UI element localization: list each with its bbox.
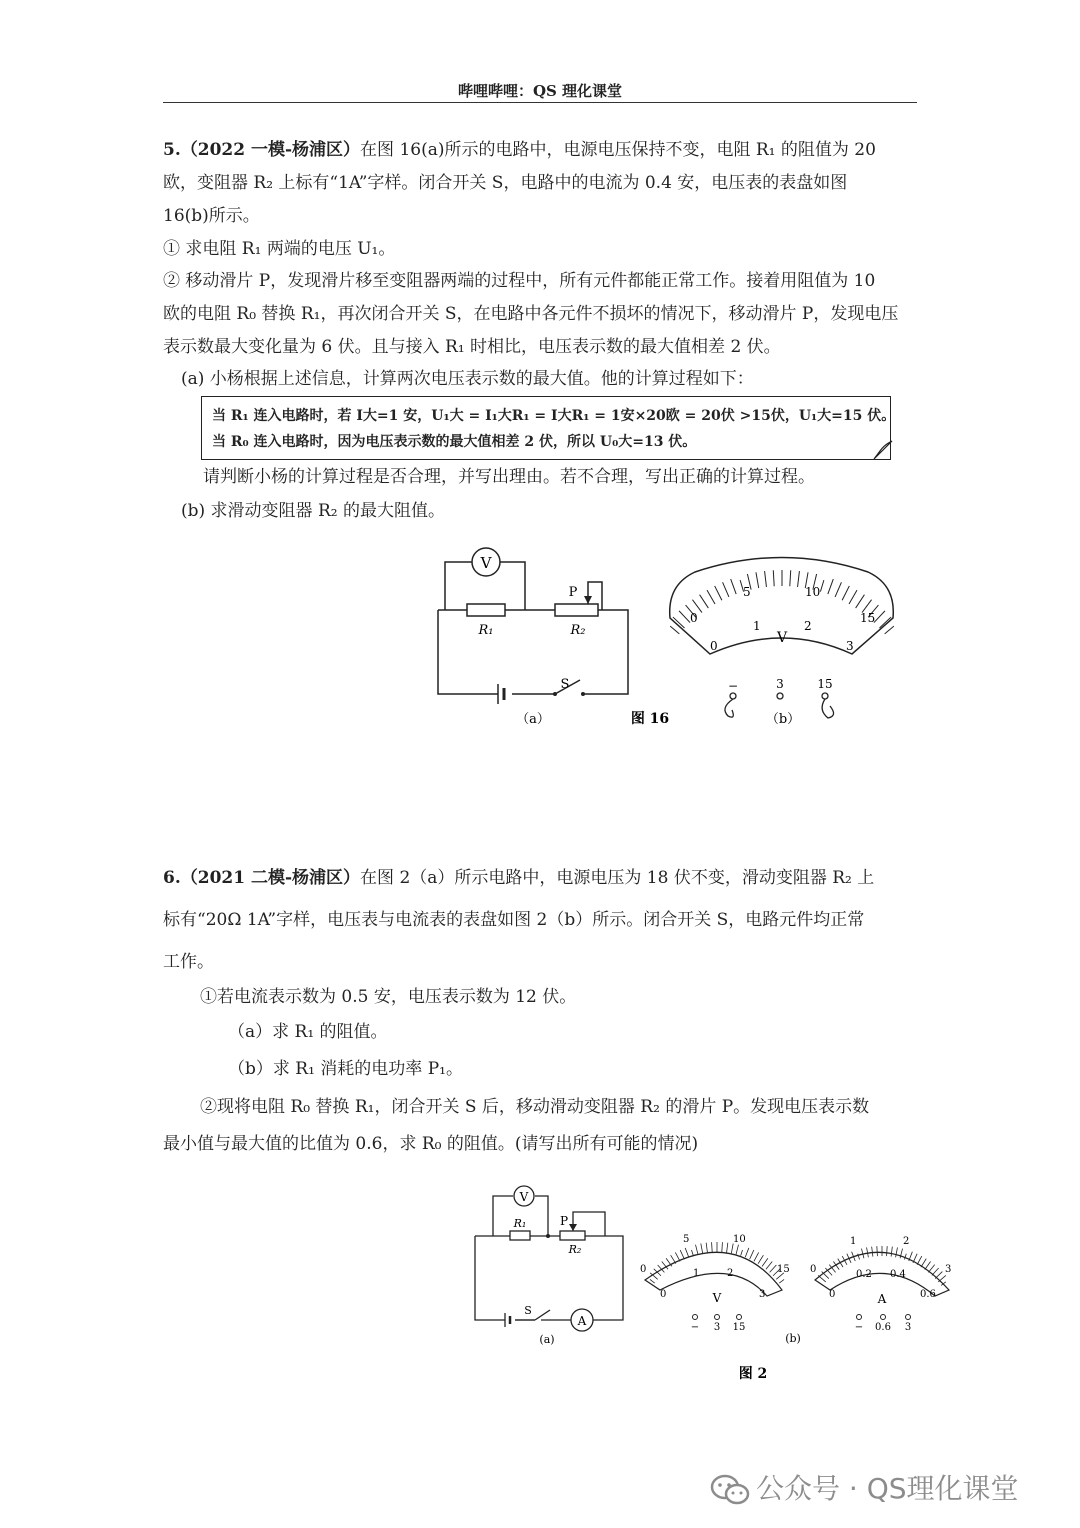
wechat-icon xyxy=(710,1474,750,1506)
fig2-r2-label: R₂ xyxy=(568,1243,582,1256)
terminal-icon xyxy=(881,1315,886,1320)
fig2-atop-2: 2 xyxy=(903,1236,910,1247)
scale-tick xyxy=(874,611,885,623)
scale-tick xyxy=(696,1245,698,1255)
terminal-icon xyxy=(906,1315,911,1320)
fig16-bot-3: 3 xyxy=(846,639,854,653)
fig2-caption: 图 2 xyxy=(738,1366,768,1380)
q5-line1 xyxy=(163,138,876,162)
scale-tick xyxy=(818,1275,826,1281)
scale-tick xyxy=(723,582,729,597)
fig2-p-label: P xyxy=(559,1214,569,1228)
scale-tick xyxy=(798,571,800,587)
header-divider xyxy=(163,102,917,103)
q6-item2a: ②现将电阻 R₀ 替换 R₁，闭合开关 S 后，移动滑动变阻器 R₂ 的滑片 P。发现电压表示数 xyxy=(200,1097,870,1117)
fig2-aterm-3: 3 xyxy=(904,1322,912,1333)
scale-tick xyxy=(828,579,833,594)
scale-tick xyxy=(921,1259,926,1267)
fig2-aterm-minus: − xyxy=(854,1322,864,1333)
q6-item1: ①若电流表示数为 0.5 安，电压表示数为 12 伏。 xyxy=(200,987,577,1007)
fig16-caption: 图 16 xyxy=(630,711,670,727)
scale-tick xyxy=(885,626,894,634)
q5-line2: 欧，变阻器 R₂ 上标有“1A”字样。闭合开关 S，电路中的电流为 0.4 安，电压表的表盘如图 xyxy=(163,173,848,193)
q5-text1: 在图 16(a)所示的电路中，电源电压保持不变，电阻 R₁ 的阻值为 20 xyxy=(360,140,876,160)
scale-tick xyxy=(707,590,715,604)
fig16-term-3: 3 xyxy=(776,677,784,691)
fig2-label-a: (a) xyxy=(539,1333,555,1346)
wire-clip-icon xyxy=(725,699,733,717)
terminal-icon xyxy=(730,693,736,699)
fig16-label-b: （b） xyxy=(765,712,801,727)
scale-tick xyxy=(750,1250,754,1259)
q6-source: （2021 二模-杨浦区） xyxy=(180,868,361,888)
scale-tick xyxy=(820,580,823,591)
scale-tick xyxy=(935,1272,942,1279)
fig2-vtop-10: 10 xyxy=(733,1234,746,1245)
calc-box xyxy=(201,396,896,460)
terminal-icon xyxy=(777,693,783,699)
fig2-a-label: A xyxy=(577,1314,587,1328)
figure-16 xyxy=(420,530,910,740)
fig2-atop-3: 3 xyxy=(945,1264,952,1275)
scale-tick xyxy=(938,1275,946,1281)
scale-tick xyxy=(685,1248,689,1257)
scale-tick xyxy=(904,1254,906,1260)
fig16-bot-0: 0 xyxy=(710,639,718,653)
calc-line1: 当 R₁ 连入电路时，若 I大=1 安，U₁大 = I₁大R₁ = I大R₁ = 1安×20欧 = 20伏 >15伏，U₁大=15 伏。 xyxy=(212,408,896,424)
q5-item2b: 欧的电阻 R₀ 替换 R₁，再次闭合开关 S，在电路中各元件不损坏的情况下，移动滑片 P，发现电压 xyxy=(163,304,899,324)
fig16-top-15: 15 xyxy=(860,611,876,625)
fig2-abot-04: 0.4 xyxy=(890,1269,906,1280)
fig16-s-label: S xyxy=(560,677,570,692)
fig2-abot-02: 0.2 xyxy=(856,1269,872,1280)
fig16-term-15: 15 xyxy=(817,677,833,691)
scale-tick xyxy=(762,1258,768,1266)
scale-tick xyxy=(842,1256,847,1265)
fig2-vterm-15: 15 xyxy=(732,1322,746,1333)
q6-line1 xyxy=(163,866,874,890)
scale-tick xyxy=(692,1250,694,1256)
q6-line2: 标有“20Ω 1A”字样，电压表与电流表的表盘如图 2（b）所示。闭合开关 S，电路元件均正常 xyxy=(163,910,865,930)
scale-tick xyxy=(925,1261,931,1269)
fig2-vbot-2: 2 xyxy=(727,1268,734,1279)
resistor-r2 xyxy=(555,604,598,616)
q6-item1b: （b）求 R₁ 消耗的电功率 P₁。 xyxy=(228,1059,463,1079)
fig16-top-0: 0 xyxy=(690,611,698,625)
fig2-atop-1: 1 xyxy=(850,1236,857,1247)
q5-item2a: ② 移动滑片 P，发现滑片移至变阻器两端的过程中，所有元件都能正常工作。接着用阻值为 10 xyxy=(163,271,876,291)
fig16-top-5: 5 xyxy=(743,585,751,599)
scale-tick xyxy=(700,595,709,608)
scale-tick xyxy=(679,611,690,623)
fig2-abot-06: 0.6 xyxy=(920,1289,936,1300)
fig2-r1-label: R₁ xyxy=(513,1217,527,1230)
q6-number: 6. xyxy=(163,868,181,888)
scale-tick xyxy=(891,1247,892,1257)
q6-item1a: （a）求 R₁ 的阻值。 xyxy=(228,1022,388,1042)
watermark-text: 公众号 · QS理化课堂 xyxy=(756,1472,1019,1505)
fig16-meter-unit: V xyxy=(776,630,788,646)
q5-item2c: 表示数最大变化量为 6 伏。且与接入 R₁ 时相比，电压表示数的最大值相差 2 伏。 xyxy=(163,337,781,357)
watermark xyxy=(710,1467,1019,1507)
fig16-top-10: 10 xyxy=(805,585,821,599)
scale-tick xyxy=(765,571,767,587)
scale-tick xyxy=(928,1265,934,1273)
scale-tick xyxy=(872,1247,873,1257)
scale-tick xyxy=(671,1255,676,1263)
fig2-aterm-06: 0.6 xyxy=(875,1322,891,1333)
q5-sub-b: (b) 求滑动变阻器 R₂ 的最大阻值。 xyxy=(181,501,445,521)
q6-item2b: 最小值与最大值的比值为 0.6，求 R₀ 的阻值。(请写出所有可能的情况) xyxy=(163,1134,699,1154)
scale-tick xyxy=(715,586,722,600)
terminal-icon xyxy=(857,1315,862,1320)
scale-tick xyxy=(887,1246,888,1256)
q6-text1: 在图 2（a）所示电路中，电源电压为 18 伏不变，滑动变阻器 R₂ 上 xyxy=(360,868,875,888)
fig2-vbot-3: 3 xyxy=(759,1289,766,1300)
q5-judge: 请判断小杨的计算过程是否合理，并写出理由。若不合理，写出正确的计算过程。 xyxy=(203,467,815,487)
fig16-label-a: （a） xyxy=(516,712,550,727)
scale-tick xyxy=(877,1246,878,1256)
fig16-term-minus: − xyxy=(727,679,739,693)
scale-tick xyxy=(741,1250,743,1256)
fig2-vterm-3: 3 xyxy=(713,1322,721,1333)
fig16-v-label: V xyxy=(480,554,492,572)
calc-line2: 当 R₀ 连入电路时，因为电压表示数的最大值相差 2 伏，所以 U₀大=13 伏。 xyxy=(212,434,697,450)
fig2-v-unit: V xyxy=(712,1291,722,1305)
terminal-icon xyxy=(822,693,828,699)
fig2-vbot-0: 0 xyxy=(660,1289,667,1300)
scale-tick xyxy=(917,1256,922,1265)
scale-tick xyxy=(712,1242,713,1252)
scale-tick xyxy=(736,1245,738,1255)
fig2-vbot-1: 1 xyxy=(693,1268,700,1279)
scale-tick xyxy=(675,1252,680,1261)
scale-tick xyxy=(842,586,849,600)
scale-tick xyxy=(731,579,736,594)
scale-tick xyxy=(680,1250,684,1259)
q6-line3: 工作。 xyxy=(163,952,214,972)
scale-tick xyxy=(766,1261,772,1269)
scale-tick xyxy=(913,1254,917,1263)
fig2-a-unit: A xyxy=(877,1292,887,1306)
scale-tick xyxy=(779,1279,784,1283)
q5-source: （2022 一模-杨浦区） xyxy=(180,140,361,160)
resistor-r1 xyxy=(510,1231,530,1240)
figure-2 xyxy=(465,1180,965,1380)
fig2-a-scale xyxy=(818,1246,946,1285)
q5-item1: ① 求电阻 R₁ 两端的电压 U₁。 xyxy=(163,239,396,259)
page-header: 哔哩哔哩：QS 理化课堂 xyxy=(457,82,623,100)
fig2-v-scale xyxy=(650,1242,784,1283)
fig2-vtop-5: 5 xyxy=(683,1234,690,1245)
terminal-icon xyxy=(693,1315,698,1320)
scale-tick xyxy=(754,1252,759,1261)
fig2-vtop-0: 0 xyxy=(640,1264,647,1275)
scale-tick xyxy=(758,1255,763,1263)
scale-tick xyxy=(706,1243,707,1253)
terminal-icon xyxy=(737,1315,742,1320)
scale-tick xyxy=(790,570,791,586)
scale-tick xyxy=(867,1247,869,1257)
scale-tick xyxy=(835,582,841,597)
scale-tick xyxy=(879,617,891,628)
scale-tick xyxy=(773,570,774,586)
fig16-p-label: P xyxy=(568,585,578,600)
scale-tick xyxy=(727,1243,728,1253)
scale-tick xyxy=(896,1247,898,1257)
fig2-s-label: S xyxy=(524,1304,532,1317)
resistor-r2 xyxy=(560,1231,585,1240)
scale-tick xyxy=(756,572,759,588)
resistor-r1 xyxy=(467,604,505,616)
terminal-icon xyxy=(715,1315,720,1320)
fig2-label-b: (b) xyxy=(785,1332,801,1345)
scale-tick xyxy=(849,590,857,604)
fig2-v-label: V xyxy=(519,1190,529,1204)
scale-tick xyxy=(818,1282,823,1286)
fig2-abot-0: 0 xyxy=(829,1289,836,1300)
q5-line3: 16(b)所示。 xyxy=(163,206,260,226)
wire-clip-icon xyxy=(822,699,833,718)
scale-tick xyxy=(650,1279,655,1283)
scale-tick xyxy=(856,595,865,608)
scale-tick xyxy=(701,1244,703,1254)
fig2-vtop-15: 15 xyxy=(777,1264,790,1275)
page-curl-icon xyxy=(872,439,894,461)
scale-tick xyxy=(722,1242,723,1252)
fig2-atop-0: 0 xyxy=(810,1264,817,1275)
fig16-bot-1: 1 xyxy=(753,619,761,633)
q5-number: 5. xyxy=(163,140,181,160)
scale-tick xyxy=(745,1248,749,1257)
scale-tick xyxy=(932,1268,939,1275)
fig2-vterm-minus: − xyxy=(690,1322,700,1333)
q5-sub-a: (a) 小杨根据上述信息，计算两次电压表示数的最大值。他的计算过程如下： xyxy=(181,369,754,389)
scale-tick xyxy=(670,626,679,634)
fig16-r2-label: R₂ xyxy=(570,623,586,638)
scale-tick xyxy=(770,1265,777,1272)
fig16-bot-2: 2 xyxy=(804,619,812,633)
fig16-r1-label: R₁ xyxy=(478,623,494,638)
